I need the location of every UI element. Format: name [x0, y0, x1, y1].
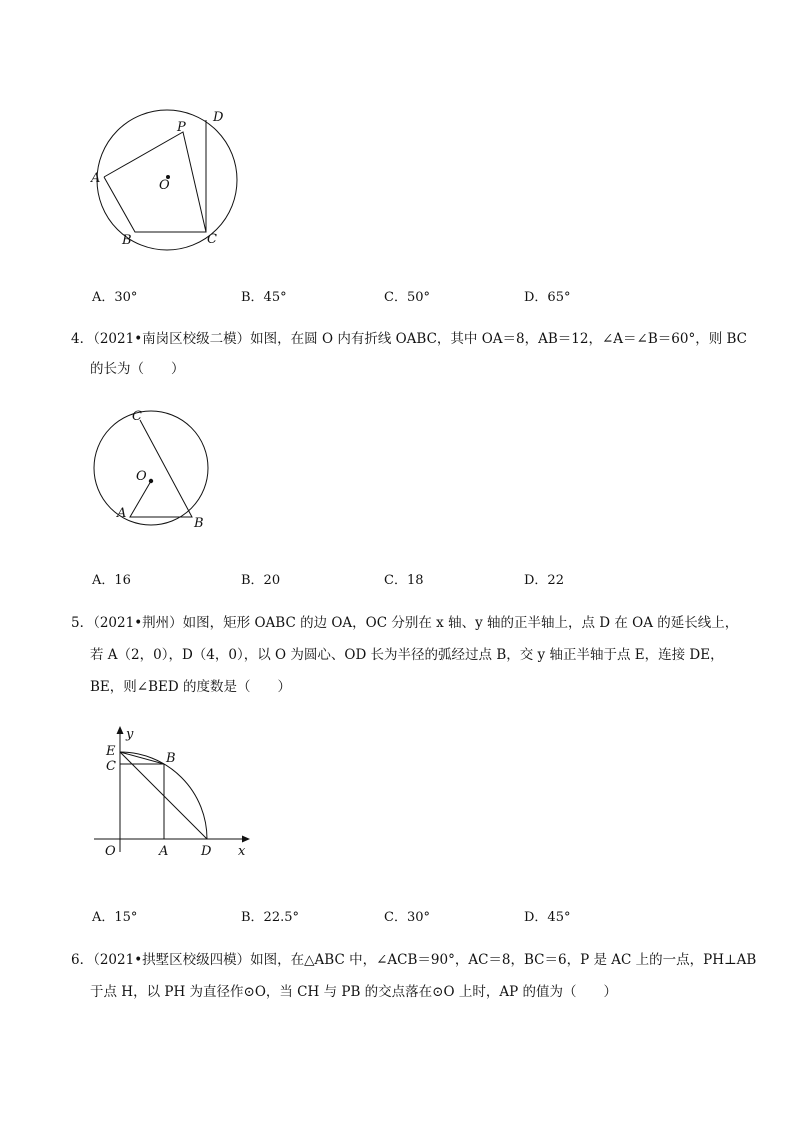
q3-option-c[interactable]: C．50°: [384, 290, 430, 305]
label-c: C: [132, 409, 142, 424]
label-a: A: [159, 844, 169, 859]
q3-options: [92, 286, 732, 306]
q5-text-1: 如图，矩形 OABC 的边 OA，OC 分别在 x 轴、y 轴的正半轴上，点 D 在 OA 的延长线上，: [182, 615, 739, 631]
label-d: D: [213, 110, 224, 125]
question-4-line2: [90, 359, 185, 379]
figure-q5: [90, 722, 270, 862]
y-axis-arrow: [117, 726, 124, 734]
q4-text-1: 如图，在圆 O 内有折线 OABC，其中 OA＝8，AB＝12，∠A＝∠B＝60°，则 BC: [250, 331, 747, 347]
q5-options: [92, 906, 732, 926]
q4-options: [92, 569, 732, 589]
q6-number: 6．: [71, 952, 94, 968]
label-e: E: [106, 744, 116, 759]
label-c: C: [106, 759, 116, 774]
label-b: B: [166, 751, 176, 766]
question-5-line3: [90, 677, 291, 697]
label-o: O: [159, 178, 170, 193]
label-b: B: [194, 516, 204, 531]
circle-o: [94, 411, 208, 525]
q4-source: （2021•南岗区校级二模）: [93, 331, 251, 347]
q4-option-c[interactable]: C．18: [384, 573, 424, 588]
label-p: P: [177, 120, 186, 135]
center-dot: [149, 479, 153, 483]
label-c: C: [207, 232, 217, 247]
question-5-line2: [90, 645, 724, 665]
question-4-line1: [71, 329, 747, 349]
figure-q3: [80, 105, 255, 255]
segment-pd: [183, 120, 206, 132]
q5-option-c[interactable]: C．30°: [384, 910, 430, 925]
q4-option-d[interactable]: D．22: [524, 573, 564, 588]
q6-text-2: 于点 H，以 PH 为直径作⊙O，当 CH 与 PB 的交点落在⊙O 上时，AP 的值为（ ）: [90, 984, 617, 1000]
q5-text-3: BE，则∠BED 的度数是（ ）: [90, 679, 291, 695]
q4-option-b[interactable]: B．20: [241, 573, 281, 588]
label-a: A: [91, 171, 101, 186]
q3-option-a[interactable]: A．30°: [92, 290, 138, 305]
q4-number: 4．: [71, 331, 94, 347]
label-a: A: [117, 506, 127, 521]
label-o: O: [105, 844, 116, 859]
q3-option-d[interactable]: D．65°: [524, 290, 571, 305]
q5-number: 5．: [71, 615, 94, 631]
question-6-line2: [90, 982, 617, 1002]
q5-option-b[interactable]: B．22.5°: [241, 910, 299, 925]
q6-text-1: 如图，在△ABC 中，∠ACB＝90°，AC＝8，BC＝6，P 是 AC 上的一点，PH⊥AB: [250, 952, 757, 968]
label-b: B: [122, 233, 132, 248]
figure-q4: [88, 405, 223, 535]
q5-option-d[interactable]: D．45°: [524, 910, 571, 925]
x-axis-arrow: [242, 836, 250, 843]
label-d: D: [201, 844, 212, 859]
label-o: O: [136, 469, 147, 484]
question-5-line1: [71, 613, 738, 633]
q5-text-2: 若 A（2，0），D（4，0），以 O 为圆心、OD 长为半径的弧经过点 B，交 y 轴正半轴于点 E，连接 DE，: [90, 647, 724, 663]
q6-source: （2021•拱墅区校级四模）: [93, 952, 251, 968]
label-y: y: [126, 727, 134, 742]
q3-option-b[interactable]: B．45°: [241, 290, 287, 305]
q4-option-a[interactable]: A．16: [92, 573, 131, 588]
question-6-line1: [71, 950, 756, 970]
label-x: x: [238, 844, 246, 859]
q4-text-2: 的长为（ ）: [90, 361, 185, 377]
q5-option-a[interactable]: A．15°: [92, 910, 138, 925]
polyline-apcb: [104, 132, 206, 232]
q5-source: （2021•荆州）: [93, 615, 183, 631]
